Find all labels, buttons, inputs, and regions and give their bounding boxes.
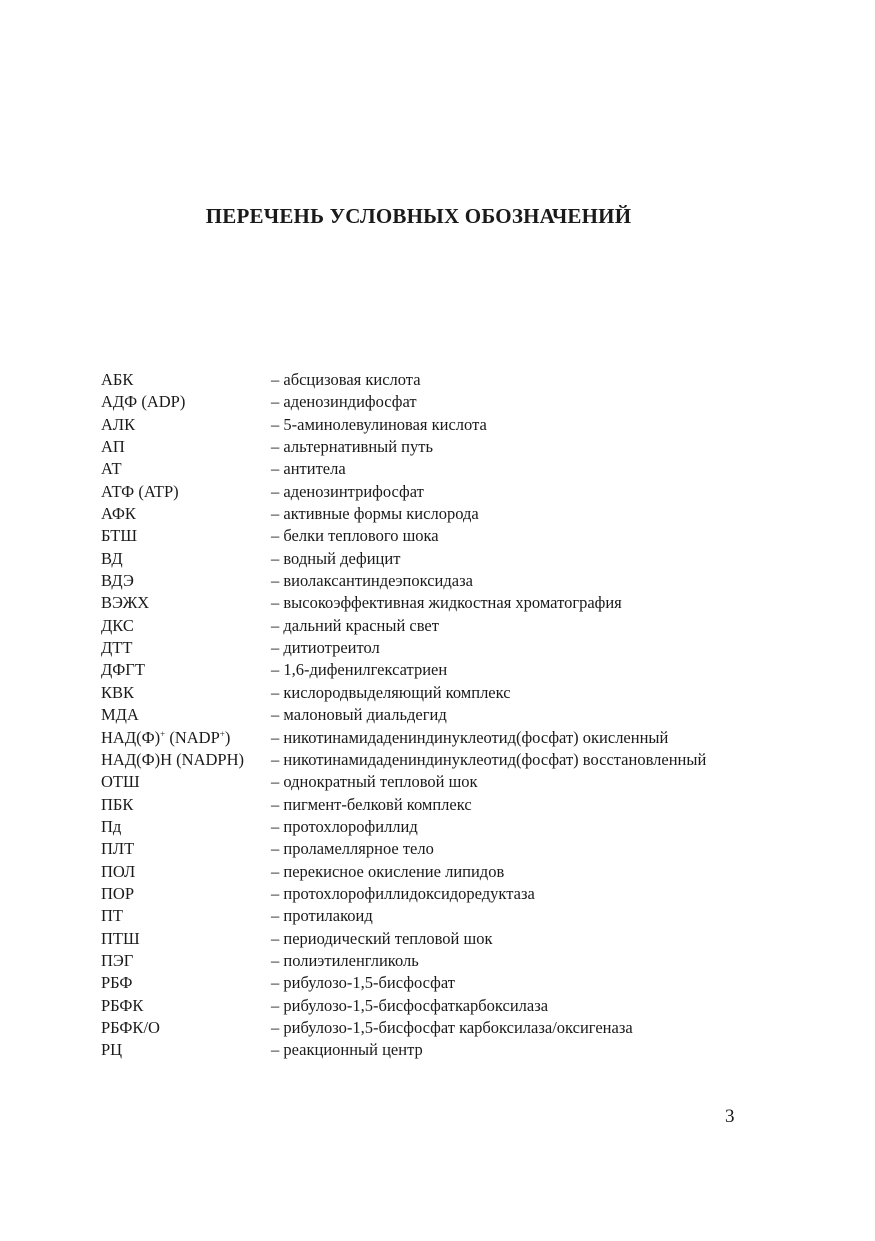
superscript-plus: + xyxy=(160,728,166,739)
abbreviation-term xyxy=(101,727,271,749)
abbreviation-definition: протохлорофиллидоксидоредуктаза xyxy=(283,883,535,903)
list-item xyxy=(101,928,741,950)
term-part: НАД(Ф) xyxy=(101,727,161,747)
dash: – xyxy=(271,749,284,769)
list-item xyxy=(101,972,741,994)
list-item xyxy=(101,861,741,883)
dash: – xyxy=(271,459,284,479)
list-item xyxy=(101,883,741,905)
abbreviation-definition: абсцизовая кислота xyxy=(283,370,421,389)
list-item xyxy=(101,995,741,1017)
dash: – xyxy=(271,995,284,1015)
dash: – xyxy=(271,705,284,725)
abbreviation-term: ДКС xyxy=(101,615,134,635)
abbreviation-definition: никотинамидадениндинуклеотид(фосфат) восстановленный xyxy=(283,749,707,769)
abbreviation-term: ПБК xyxy=(101,794,134,814)
list-item xyxy=(101,436,741,458)
abbreviation-definition: дальний красный свет xyxy=(283,615,439,635)
abbreviation-definition: проламеллярное тело xyxy=(283,839,434,859)
abbreviation-definition: активные формы кислорода xyxy=(283,504,479,524)
abbreviation-definition: 5-аминолевулиновая кислота xyxy=(283,414,487,434)
list-item xyxy=(101,637,741,659)
list-item xyxy=(101,682,741,704)
dash: – xyxy=(271,370,284,389)
dash: – xyxy=(271,1017,284,1037)
abbreviation-definition: виолаксантиндеэпоксидаза xyxy=(283,571,473,591)
abbreviation-term: РБФК/О xyxy=(101,1017,160,1037)
list-item xyxy=(101,794,741,816)
dash: – xyxy=(271,950,284,970)
list-item xyxy=(101,816,741,838)
abbreviation-term: ПТ xyxy=(101,906,123,926)
dash: – xyxy=(271,861,284,881)
page-title: ПЕРЕЧЕНЬ УСЛОВНЫХ ОБОЗНАЧЕНИЙ xyxy=(205,204,632,229)
abbreviation-term: РБФ xyxy=(101,973,133,993)
abbreviation-term: ДФГТ xyxy=(101,660,145,680)
dash: – xyxy=(271,526,284,546)
dash: – xyxy=(271,481,284,501)
list-item xyxy=(101,369,741,391)
abbreviation-term: АТФ (ATP) xyxy=(101,481,179,501)
abbreviation-definition: пигмент-белковй комплекс xyxy=(283,794,472,814)
abbreviation-definition: протохлорофиллид xyxy=(283,816,418,836)
dash: – xyxy=(271,660,284,680)
abbreviation-definition: перекисное окисление липидов xyxy=(283,861,505,881)
dash: – xyxy=(271,593,284,613)
abbreviation-term: ДТТ xyxy=(101,638,133,658)
abbreviation-definition: антитела xyxy=(283,459,346,479)
dash: – xyxy=(271,794,284,814)
dash: – xyxy=(271,727,284,747)
dash: – xyxy=(271,504,284,524)
abbreviation-term: НАД(Ф)Н (NADPH) xyxy=(101,749,244,769)
list-item xyxy=(101,503,741,525)
abbreviation-definition: реакционный центр xyxy=(283,1040,423,1060)
abbreviation-definition: аденозиндифосфат xyxy=(283,392,417,412)
abbreviation-definition: кислородвыделяющий комплекс xyxy=(283,682,511,702)
abbreviation-term: ПЛТ xyxy=(101,839,135,859)
abbreviation-term: РБФК xyxy=(101,995,144,1015)
abbreviation-definition: периодический тепловой шок xyxy=(283,928,493,948)
list-item xyxy=(101,525,741,547)
dash: – xyxy=(271,928,284,948)
dash: – xyxy=(271,615,284,635)
list-item xyxy=(101,704,741,726)
abbreviation-definition: протилакоид xyxy=(283,906,373,926)
list-item xyxy=(101,950,741,972)
abbreviation-term: ОТШ xyxy=(101,772,140,792)
abbreviation-definition: однократный тепловой шок xyxy=(283,772,478,792)
list-item xyxy=(101,414,741,436)
superscript-plus: + xyxy=(219,728,225,739)
list-item xyxy=(101,458,741,480)
abbreviation-term: ПОЛ xyxy=(101,861,136,881)
dash: – xyxy=(271,571,284,591)
list-item xyxy=(101,749,741,771)
list-item xyxy=(101,771,741,793)
abbreviation-term: АФК xyxy=(101,504,136,524)
abbreviation-term: КВК xyxy=(101,682,135,702)
abbreviation-term: АЛК xyxy=(101,414,136,434)
abbreviation-term: ВДЭ xyxy=(101,571,134,591)
abbreviation-definition: белки теплового шока xyxy=(283,526,439,546)
page-number: 3 xyxy=(725,1106,735,1127)
dash: – xyxy=(271,772,284,792)
abbreviation-term: ПЭГ xyxy=(101,950,134,970)
list-item xyxy=(101,838,741,860)
abbreviation-definition: дитиотреитол xyxy=(283,638,380,658)
abbreviation-definition: малоновый диальдегид xyxy=(283,705,447,725)
abbreviation-term: ПОР xyxy=(101,883,135,903)
dash: – xyxy=(271,883,284,903)
abbreviation-definition: высокоэффективная жидкостная хроматография xyxy=(283,593,622,613)
abbreviation-definition: рибулозо-1,5-бисфосфат xyxy=(283,973,455,993)
abbreviation-term: Пд xyxy=(101,816,122,836)
dash: – xyxy=(271,973,284,993)
dash: – xyxy=(271,437,284,457)
list-item xyxy=(101,592,741,614)
abbreviation-definition: полиэтиленгликоль xyxy=(283,950,419,970)
abbreviation-definition: никотинамидадениндинуклеотид(фосфат) окисленный xyxy=(283,727,669,747)
abbreviation-definition: рибулозо-1,5-бисфосфаткарбоксилаза xyxy=(283,995,549,1015)
list-item xyxy=(101,548,741,570)
abbreviation-term: ПТШ xyxy=(101,928,140,948)
dash: – xyxy=(271,1040,284,1060)
abbreviation-definition: альтернативный путь xyxy=(283,437,434,457)
dash: – xyxy=(271,392,284,412)
list-item xyxy=(101,905,741,927)
dash: – xyxy=(271,906,284,926)
abbreviation-term: РЦ xyxy=(101,1040,123,1060)
dash: – xyxy=(271,839,284,859)
list-item xyxy=(101,659,741,681)
abbreviation-term: АП xyxy=(101,437,125,457)
abbreviation-term: БТШ xyxy=(101,526,137,546)
abbreviation-term: АТ xyxy=(101,459,122,479)
abbreviation-term: ВД xyxy=(101,548,123,568)
dash: – xyxy=(271,548,284,568)
list-item xyxy=(101,1017,741,1039)
abbreviation-term: ВЭЖХ xyxy=(101,593,150,613)
abbreviation-term: АБК xyxy=(101,370,134,389)
list-item xyxy=(101,391,741,413)
list-item xyxy=(101,1039,741,1061)
abbreviation-definition: рибулозо-1,5-бисфосфат карбоксилаза/оксигеназа xyxy=(283,1017,633,1037)
term-part: ) xyxy=(224,727,231,747)
term-part: (NADP xyxy=(165,727,220,747)
dash: – xyxy=(271,414,284,434)
list-item xyxy=(101,570,741,592)
abbreviation-list xyxy=(101,369,741,1062)
list-item xyxy=(101,615,741,637)
dash: – xyxy=(271,638,284,658)
abbreviation-term: АДФ (ADP) xyxy=(101,392,186,412)
dash: – xyxy=(271,682,284,702)
list-item xyxy=(101,481,741,503)
abbreviation-term: МДА xyxy=(101,705,139,725)
abbreviation-definition: аденозинтрифосфат xyxy=(283,481,424,501)
abbreviation-definition: 1,6-дифенилгексатриен xyxy=(283,660,448,680)
dash: – xyxy=(271,816,284,836)
list-item xyxy=(101,727,741,749)
abbreviation-definition: водный дефицит xyxy=(283,548,401,568)
